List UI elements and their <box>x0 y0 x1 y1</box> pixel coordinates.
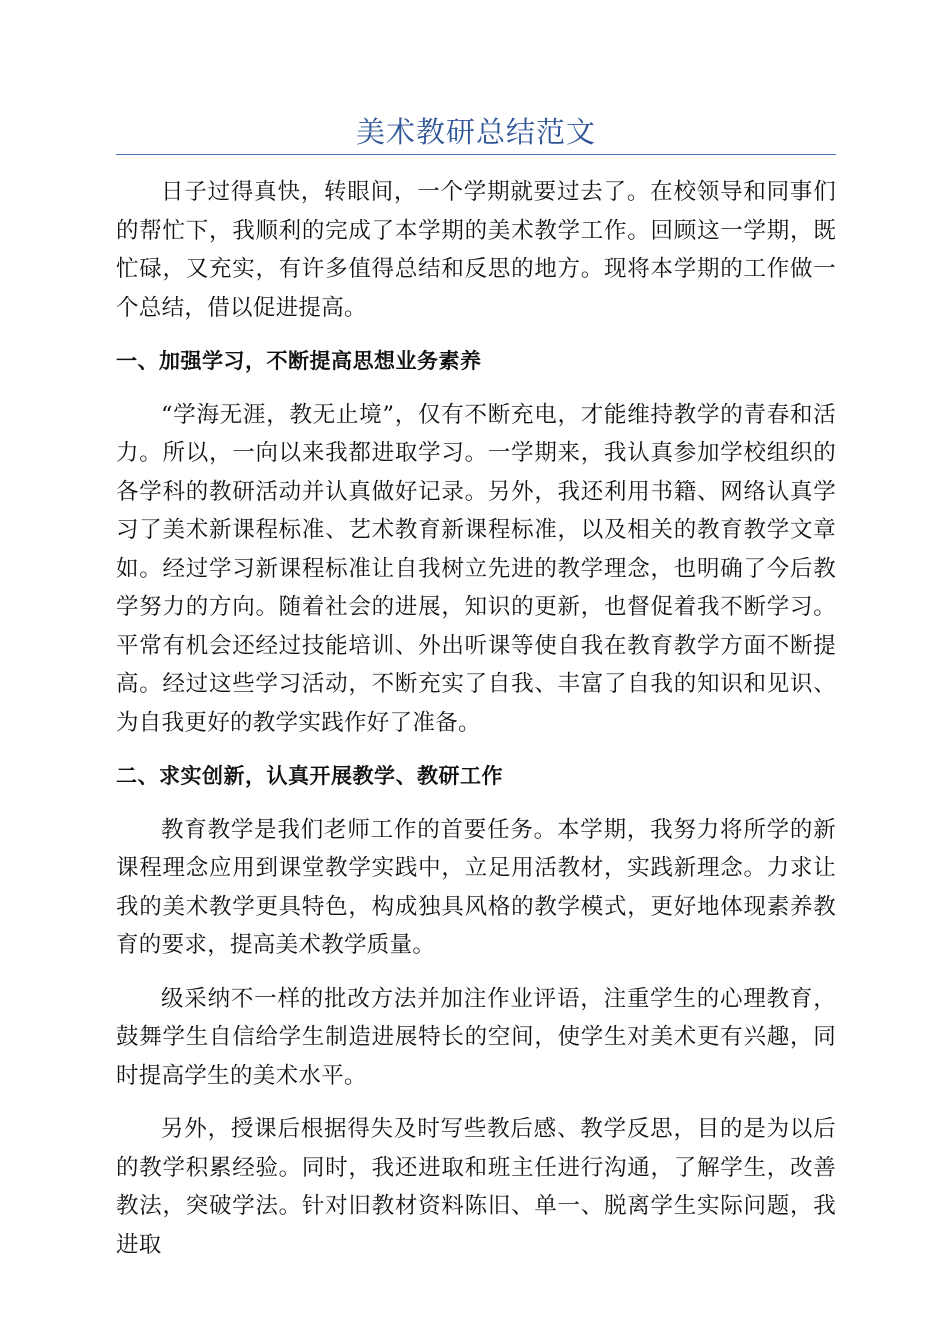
document-title: 美术教研总结范文 <box>355 115 596 149</box>
title-underline <box>116 154 836 155</box>
section1-paragraph-1: “学海无涯，教无止境”，仅有不断充电，才能维持教学的青春和活力。所以，一向以来我都进取学习。一学期来，我认真参加学校组织的各学科的教研活动并认真做好记录。另外，我还利用书籍、网络认真学习了美术新课程标准、艺术教育新课程标准，以及相关的教育教学文章如。经过学习新课程标准让自我树立先进的教学理念，也明确了今后教学努力的方向。随着社会的进展，知识的更新，也督促着我不断学习。平常有机会还经过技能培训、外出听课等使自我在教育教学方面不断提高。经过这些学习活动，不断充实了自我、丰富了自我的知识和见识、为自我更好的教学实践作好了准备。 <box>116 401 836 736</box>
document-body <box>116 173 836 1279</box>
section-heading-1: 一、加强学习，不断提高思想业务素养 <box>116 349 482 373</box>
intro-paragraph: 日子过得真快，转眼间，一个学期就要过去了。在校领导和同事们的帮忙下，我顺利的完成了本学期的美术教学工作。回顾这一学期，既忙碌，又充实，有许多值得总结和反思的地方。现将本学期的工作做一个总结，借以促进提高。 <box>116 179 836 321</box>
section2-paragraph-1: 教育教学是我们老师工作的首要任务。本学期，我努力将所学的新课程理念应用到课堂教学实践中，立足用活教材，实践新理念。力求让我的美术教学更具特色，构成独具风格的教学模式，更好地体现素养教育的要求，提高美术教学质量。 <box>116 816 836 958</box>
section2-paragraph-2: 级采纳不一样的批改方法并加注作业评语，注重学生的心理教育，鼓舞学生自信给学生制造进展特长的空间，使学生对美术更有兴趣，同时提高学生的美术水平。 <box>116 985 836 1089</box>
section2-paragraph-3: 另外，授课后根据得失及时写些教后感、教学反思，目的是为以后的教学积累经验。同时，我还进取和班主任进行沟通，了解学生，改善教法，突破学法。针对旧教材资料陈旧、单一、脱离学生实际问题，我进取 <box>116 1116 836 1258</box>
section-heading-2: 二、求实创新，认真开展教学、教研工作 <box>116 764 503 788</box>
